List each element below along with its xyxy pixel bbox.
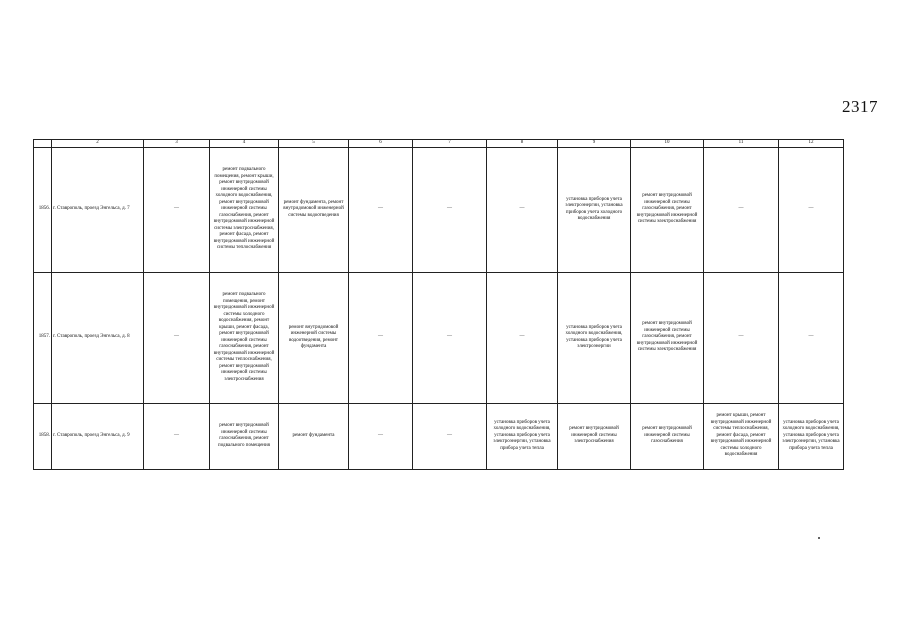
col9-cell: установка приборов учета электроэнергии, установка приборов учета холодного водоснабжения	[558, 147, 631, 272]
header-cell: 8	[487, 140, 558, 148]
col3-cell: —	[144, 147, 210, 272]
col12-cell: установка приборов учета холодного водоснабжения, установка приборов учета электроэнергии, установка прибора учета тепла	[779, 403, 844, 469]
col10-cell: ремонт внутридомовой инженерной системы газоснабжения	[631, 403, 704, 469]
col5-cell: ремонт фундамента, ремонт внутридомовой инженерной системы водоотведения	[279, 147, 349, 272]
address-cell: г. Ставрополь, проезд Энгельса, д. 8	[52, 272, 144, 403]
row-number: 1857.	[34, 272, 52, 403]
table-row	[34, 147, 844, 272]
header-cell: 3	[144, 140, 210, 148]
header-cell: 11	[704, 140, 779, 148]
header-cell: 10	[631, 140, 704, 148]
col11-cell: —	[704, 272, 779, 403]
col3-cell: —	[144, 403, 210, 469]
col6-cell: —	[349, 403, 413, 469]
col5-cell: ремонт внутридомовой инженерной системы водоотведения, ремонт фундамента	[279, 272, 349, 403]
col4-cell: ремонт подвального помещения, ремонт крыши, ремонт внутридомовой инженерной системы холодного водоснабжения, ремонт внутридомовой инженерной системы газоснабжения, ремонт внутридомовой инженерной системы электроснабжения, ремонт фасада, ремонт внутридомовой инженерной системы теплоснабжения	[210, 147, 279, 272]
col6-cell: —	[349, 272, 413, 403]
col8-cell: установка приборов учета холодного водоснабжения, установка приборов учета электроэнергии, установка прибора учета тепла	[487, 403, 558, 469]
col12-cell: —	[779, 147, 844, 272]
header-cell: 7	[413, 140, 487, 148]
header-cell: 2	[52, 140, 144, 148]
scan-speck	[818, 537, 820, 539]
col9-cell: ремонт внутридомовой инженерной системы электроснабжения	[558, 403, 631, 469]
col3-cell: —	[144, 272, 210, 403]
col11-cell: —	[704, 147, 779, 272]
table-row	[34, 272, 844, 403]
header-cell: 12	[779, 140, 844, 148]
col4-cell: ремонт подвального помещения, ремонт внутридомовой инженерной системы холодного водоснабжения, ремонт крыши, ремонт фасада, ремонт внутридомовой инженерной системы газоснабжения, ремонт внутридомовой инженерной системы теплоснабжения, ремонт внутридомовой инженерной системы электроснабжения	[210, 272, 279, 403]
header-cell: 5	[279, 140, 349, 148]
col7-cell: —	[413, 403, 487, 469]
col12-cell: —	[779, 272, 844, 403]
col6-cell: —	[349, 147, 413, 272]
col7-cell: —	[413, 147, 487, 272]
table-row	[34, 403, 844, 469]
col10-cell: ремонт внутридомовой инженерной системы газоснабжения, ремонт внутридомовой инженерной системы электроснабжения	[631, 272, 704, 403]
col4-cell: ремонт внутридомовой инженерной системы газоснабжения, ремонт подвального помещения	[210, 403, 279, 469]
col8-cell: —	[487, 272, 558, 403]
header-cell: 4	[210, 140, 279, 148]
header-cell: 6	[349, 140, 413, 148]
row-number: 1858.	[34, 403, 52, 469]
row-number: 1856.	[34, 147, 52, 272]
header-cell: 9	[558, 140, 631, 148]
address-cell: г. Ставрополь, проезд Энгельса, д. 7	[52, 147, 144, 272]
header-cell	[34, 140, 52, 148]
col10-cell: ремонт внутридомовой инженерной системы газоснабжения, ремонт внутридомовой инженерной системы электроснабжения	[631, 147, 704, 272]
page-number: 2317	[842, 97, 878, 116]
col9-cell: установка приборов учета холодного водоснабжения, установка приборов учета электроэнергии	[558, 272, 631, 403]
col8-cell: —	[487, 147, 558, 272]
housing-repair-table	[33, 139, 844, 470]
col5-cell: ремонт фундамента	[279, 403, 349, 469]
column-number-row	[34, 140, 844, 148]
address-cell: г. Ставрополь, проезд Энгельса, д. 9	[52, 403, 144, 469]
col11-cell: ремонт крыши, ремонт внутридомовой инженерной системы теплоснабжения, ремонт фасада, ремонт внутридомовой инженерной системы холодного водоснабжения	[704, 403, 779, 469]
col7-cell: —	[413, 272, 487, 403]
